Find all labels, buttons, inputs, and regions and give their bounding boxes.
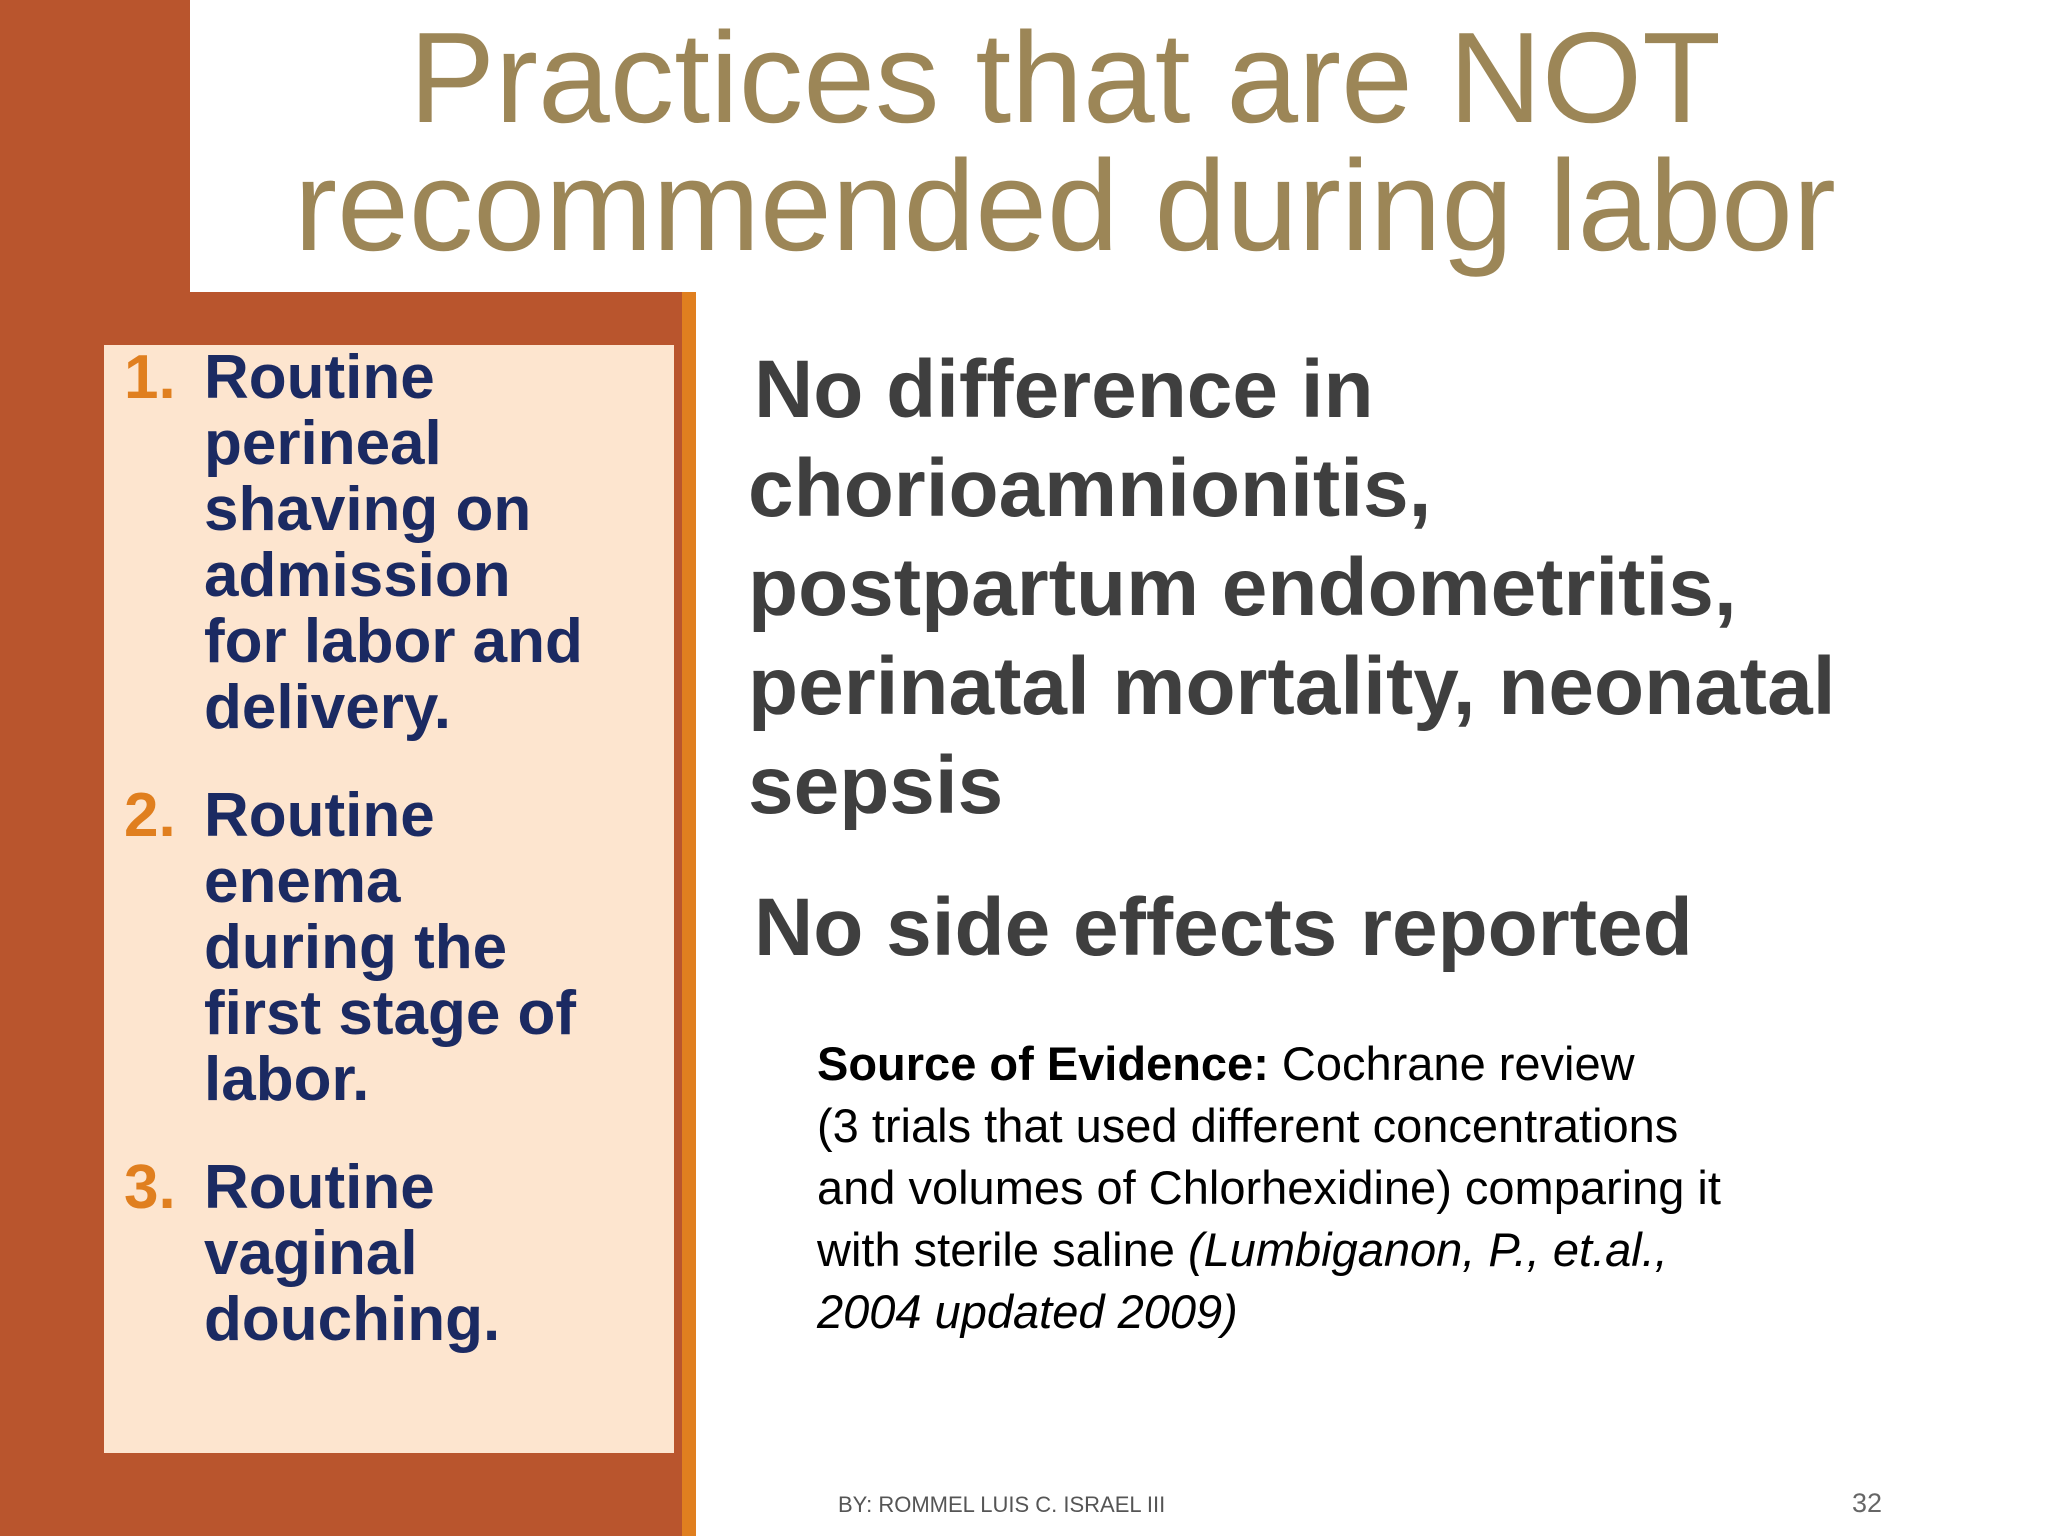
slide-title-line-1: Practices that are NOT xyxy=(409,6,1721,150)
page-number: 32 xyxy=(1852,1488,1883,1518)
source-line: and volumes of Chlorhexidine) comparing it xyxy=(817,1161,1721,1214)
finding-line: chorioamnionitis, xyxy=(748,443,1432,534)
source-label: Source of Evidence: xyxy=(817,1037,1269,1090)
practice-text-line: during the xyxy=(204,913,508,982)
practice-text-line: vaginal xyxy=(204,1219,418,1288)
source-line xyxy=(817,1219,2017,1281)
practice-text-line: Routine xyxy=(204,343,435,412)
footer-author: BY: ROMMEL LUIS C. ISRAEL III xyxy=(838,1492,1166,1517)
practice-item-2 xyxy=(124,783,674,1113)
finding-line: No side effects reported xyxy=(754,882,1693,973)
finding-line: postpartum endometritis, xyxy=(748,542,1737,633)
practice-text-line: first stage of xyxy=(204,979,577,1048)
citation-text: 2004 updated 2009) xyxy=(817,1285,1238,1338)
finding-line: No difference in xyxy=(754,344,1374,435)
practice-text-line: admission xyxy=(204,541,511,610)
finding-line: perinatal mortality, neonatal xyxy=(748,641,1836,732)
source-line: (3 trials that used different concentrations xyxy=(817,1099,1679,1152)
finding-no-difference xyxy=(748,340,2048,835)
practices-list xyxy=(124,345,674,1395)
finding-line: sepsis xyxy=(748,740,1004,831)
practice-text-line: douching. xyxy=(204,1285,501,1354)
practice-text-line: labor. xyxy=(204,1045,370,1114)
source-text: Cochrane review xyxy=(1268,1037,1635,1090)
source-line xyxy=(817,1033,2017,1095)
source-text: with sterile saline xyxy=(817,1223,1188,1276)
finding-no-side-effects xyxy=(748,878,2048,977)
practice-item-3 xyxy=(124,1155,674,1353)
practice-text-line: for labor and xyxy=(204,607,583,676)
accent-stripe xyxy=(682,292,696,1536)
practice-number: 3. xyxy=(124,1153,176,1222)
source-line xyxy=(817,1281,2017,1343)
practice-number: 1. xyxy=(124,343,176,412)
practice-text-line: shaving on xyxy=(204,475,532,544)
practice-text-line: Routine xyxy=(204,1153,435,1222)
practices-panel xyxy=(104,345,674,1453)
practice-number: 2. xyxy=(124,781,176,850)
practice-text-line: Routine xyxy=(204,781,435,850)
practice-item-1 xyxy=(124,345,674,741)
source-of-evidence xyxy=(817,1033,2017,1343)
citation-text: (Lumbiganon, P., et.al., xyxy=(1187,1223,1668,1276)
slide-title xyxy=(190,6,1940,278)
slide-title-line-2: recommended during labor xyxy=(294,134,1836,278)
decorative-band-top xyxy=(0,0,190,292)
practice-text-line: delivery. xyxy=(204,673,452,742)
practice-text-line: perineal xyxy=(204,409,442,478)
practice-text-line: enema xyxy=(204,847,401,916)
